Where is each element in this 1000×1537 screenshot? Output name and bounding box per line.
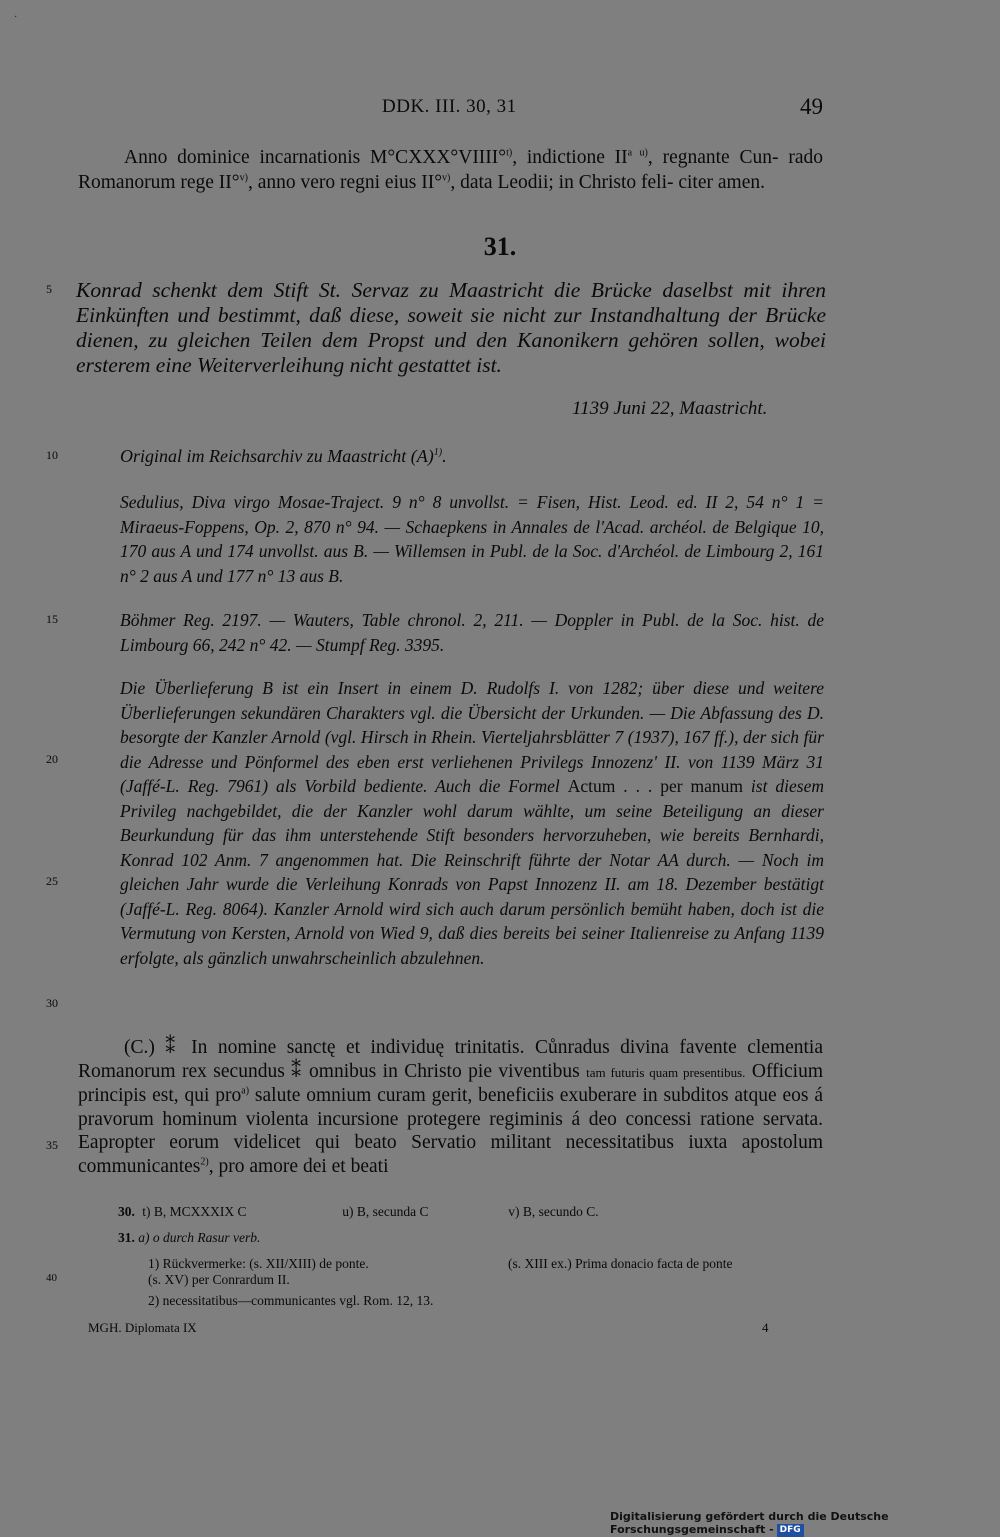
footer-series: MGH. Diplomata IX — [88, 1320, 197, 1335]
line-number: 20 — [46, 752, 58, 766]
footnote-1a: 1) Rückvermerke: (s. XII/XIII) de ponte. — [148, 1256, 369, 1271]
line-number: 30 — [46, 996, 58, 1010]
charter-text — [78, 1036, 823, 1178]
editions-paragraph: Sedulius, Diva virgo Mosae-Traject. 9 n° 8 unvollst. = Fisen, Hist. Leod. ed. II 2, 54 n° 1 = Miraeus-Foppens, Op. 2, 870 n° 94. — Schaepkens in Annales de l'Acad. archéol. de Belgique 10, 170 aus A und 174 unvollst. aus B. — Willemsen in Publ. de la Soc. d'Archéol. de Limbourg 2, 161 n° 2 aus A und 177 n° 13 aus B. — [120, 492, 824, 586]
commentary-part2: ist diesem Privileg nachgebildet, die der Kanzler wohl darum wählte, um seine Beteiligung an dieser Beurkundung für das ihm unterstehende Stift besonders hervorzuheben, wie bereits Bernhardi, Konrad 102 Anm. 7 angenommen hat. Die Reinschrift führte der Notar AA durch. — Noch im gleichen Jahr wurde die Verleihung Konrads von Papst Innozenz II. am 18. Dezember bestätigt (Jaffé-L. Reg. 8064). Kanzler Arnold wird sich auch darum persönlich bemüht haben, doch ist die Vermutung von Kersten, Arnold von Wied 9, daß dies bereits bei seiner Italienreise zu Anfang 1139 erfolgte, als gänzlich unwahrscheinlich abzulehnen. — [120, 776, 824, 968]
running-title: DDK. III. 30, 31 — [382, 96, 517, 117]
line-number: 35 — [46, 1138, 58, 1152]
doc30-line2b: , anno vero regni eius II° — [247, 171, 443, 193]
line-number: 40 — [46, 1272, 57, 1284]
commentary-paragraph — [120, 676, 824, 970]
charter-text-part1: (C.) ⁑ In nomine sanctę et individuę trinitatis. Cůnradus divina favente clementia Romanorum rex secundus ⁑ omnibus in Christo pie viventibus — [78, 1037, 823, 1082]
funding-credit — [610, 1510, 1000, 1537]
footnote-t: t) B, MCXXXIX C — [142, 1204, 247, 1219]
footnote-ref-2: 2) — [200, 1156, 209, 1167]
charter-text-part4: , pro amore dei et beati — [208, 1155, 389, 1177]
footnote-ref-t: t) — [506, 147, 513, 159]
original-note: Original im Reichsarchiv zu Maastricht $(A)^{1)}$. — [120, 446, 447, 466]
line-number: 15 — [46, 612, 58, 626]
doc30-line2: rado Romanorum rege II° — [78, 147, 823, 193]
scan-marker: · — [14, 12, 18, 23]
credit-text: Digitalisierung gefördert durch die Deutsche Forschungsgemeinschaft - — [610, 1510, 889, 1536]
doc30-line1: Anno dominice incarnationis M°CXXX°VIIII° — [124, 147, 507, 168]
footnote-label-31: 31. — [118, 1230, 135, 1245]
line-number: 25 — [46, 874, 58, 888]
date-place: 1139 Juni 22, Maastricht. — [572, 398, 768, 419]
doc30-line1c: , regnante Cun- — [647, 147, 779, 168]
footer-signature: 4 — [762, 1320, 769, 1335]
original-text: Original im Reichsarchiv zu Maastricht (A) — [120, 446, 434, 466]
footnote-a: a) o durch Rasur verb. — [138, 1230, 261, 1245]
commentary-formula: Actum . . . per manum — [567, 776, 743, 796]
footnote-1-line1 — [148, 1256, 824, 1272]
regesta-paragraph: Böhmer Reg. 2197. — Wauters, Table chronol. 2, 211. — Doppler in Publ. de la Soc. hist. de Limbourg 66, 242 n° 42. — Stumpf Reg. 3395. — [120, 610, 824, 655]
footnote-1-line2: (s. XV) per Conrardum II. — [148, 1272, 290, 1287]
charter-text-small: tam futuris quam presentibus. — [586, 1064, 746, 1080]
footnote-1b: (s. XIII ex.) Prima donacio facta de ponte — [508, 1256, 733, 1271]
footnote-ref-v1: v) — [239, 172, 248, 183]
page-number: 49 — [800, 94, 823, 119]
document-number: 31. — [483, 232, 517, 261]
footnote-ref-v2: v) — [442, 172, 451, 183]
commentary-part1: Die Überlieferung B ist ein Insert in einem D. Rudolfs I. von 1282; über diese und weitere Überlieferungen sekundären Charakters vgl. die Übersicht der Urkunden. — Die Abfassung des D. besorgte der Kanzler Arnold (vgl. Hirsch in Rhein. Vierteljahrsblätter 7 (1937), 167 ff.), der sich für die Adresse und Pönformel des eben erst verliehenen Privilegs Innozenz' II. von 1139 März 31 (Jaffé-L. Reg. 7961) als Vorbild bediente. Auch die Formel — [120, 678, 824, 796]
footnote-v: v) B, secundo C. — [508, 1204, 599, 1219]
doc30-closing — [78, 146, 823, 195]
footnote-2: 2) necessitatibus—communicantes vgl. Rom. 12, 13. — [148, 1293, 434, 1308]
footnote-ref-1: 1) — [433, 447, 443, 458]
charter-text-part2: Officium principis est, qui pro — [78, 1060, 823, 1106]
footnote-label-30: 30. — [118, 1204, 135, 1219]
line-number: 5 — [46, 282, 52, 296]
footnote-ref-a: a) — [241, 1085, 250, 1097]
regest: Konrad schenkt dem Stift St. Servaz zu Maastricht die Brücke daselbst mit ihren Einkünften und bestimmt, daß diese, soweit sie nicht zur Instandhaltung der Brücke dienen, zu gleichen Teilen dem Propst und den Kanonikern gehören sollen, wobei ersterem eine Weiterverleihung nicht gestattet ist. — [76, 278, 826, 377]
doc30-line1b: , indictione II — [512, 147, 628, 168]
dfg-logo: DFG — [777, 1524, 804, 1537]
doc30-line2c: , data Leodii; in Christo feli- — [450, 171, 674, 193]
footnotes-30 — [118, 1204, 824, 1220]
doc30-line3: citer amen. — [678, 171, 765, 193]
footnote-ref-u: a u) — [627, 147, 648, 159]
line-number: 10 — [46, 448, 58, 462]
charter-text-part3: salute omnium curam gerit, beneficiis exuberare in subditos atque eos á pravorum hominum violenta incursione protegere regiminis á deo concessi ratione servata. Eapropter eorum videlicet qui beato Servatio militant necessitatibus iuxta apostolum communicantes — [78, 1085, 823, 1177]
footnotes-31 — [118, 1230, 824, 1246]
footnote-u: u) B, secunda C — [342, 1204, 429, 1219]
